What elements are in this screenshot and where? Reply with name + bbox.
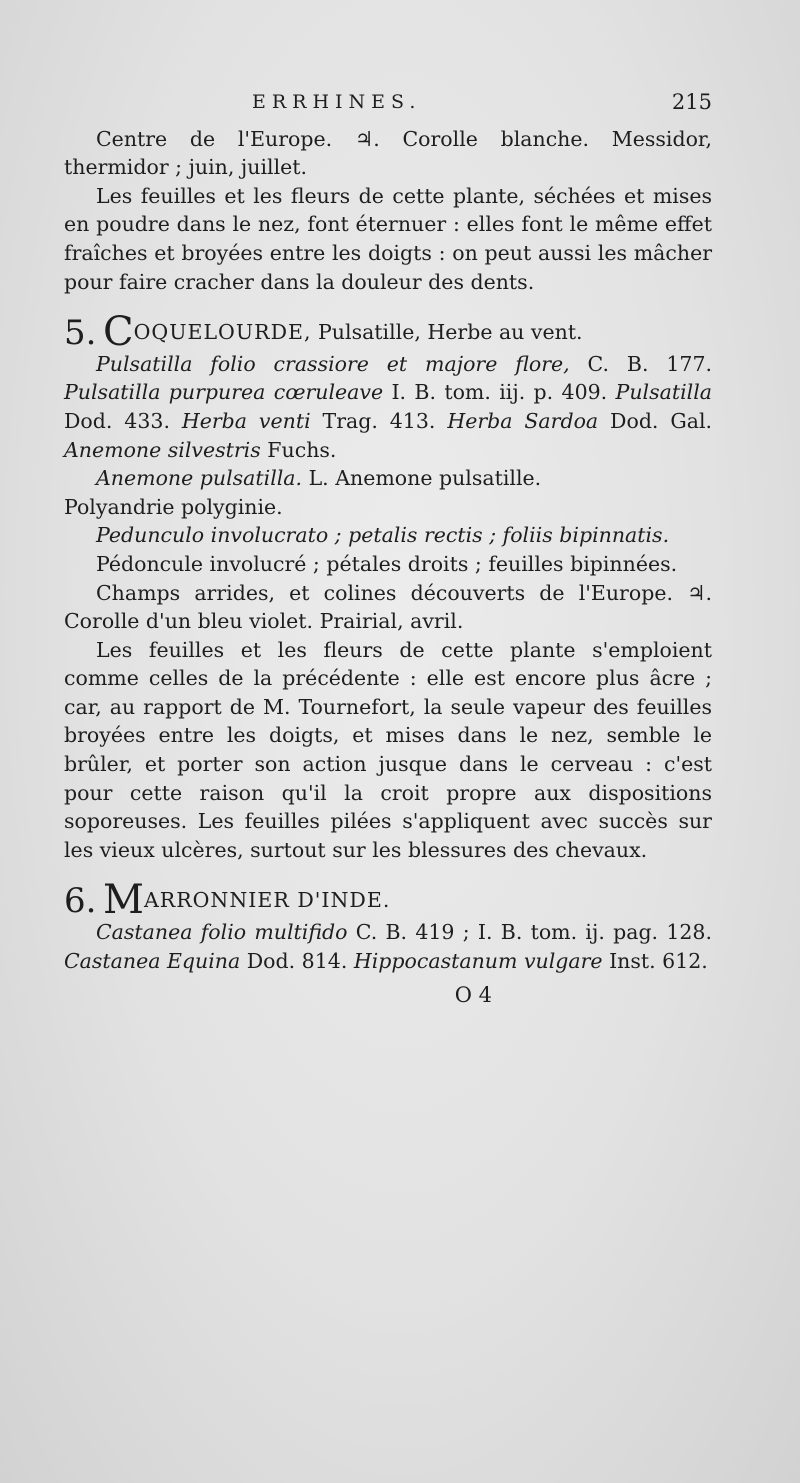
- synonym-latin: Anemone silvestris: [64, 437, 261, 462]
- entry-6-synonyms: [64, 918, 712, 975]
- synonym-ref: Trag. 413.: [310, 408, 436, 433]
- entry-5: [64, 309, 713, 864]
- synonym-latin: Herba venti: [181, 408, 311, 433]
- synonym-ref: Dod. 814.: [240, 948, 348, 973]
- entry-5-latin-description: Pedunculo involucrato ; petalis rectis ; foliis bipinnatis.: [96, 523, 670, 548]
- running-title: ERRHINES.: [252, 91, 422, 113]
- entry-5-habitat: Champs arrides, et colines découverts de l'Europe. ♃. Corolle d'un bleu violet. Prairial, avril.: [64, 580, 712, 634]
- synonym-latin: Pulsatilla folio crassiore et majore flore,: [96, 351, 570, 376]
- linnaean-name: Anemone pulsatilla.: [96, 466, 303, 491]
- entry-6-dropcap: M: [102, 877, 144, 924]
- synonym-ref: Inst. 612.: [602, 948, 708, 973]
- synonym-latin: Pulsatilla purpurea cœruleave: [64, 380, 384, 405]
- page-text: [64, 88, 712, 1010]
- synonym-latin: Castanea Equina: [64, 948, 241, 973]
- signature-mark: O 4: [454, 983, 492, 1008]
- synonym-ref: C. B. 177.: [569, 351, 713, 376]
- entry-6-number: 6.: [64, 881, 97, 922]
- intro-line: Centre de l'Europe. ♃. Corolle blanche. Messidor, thermidor ; juin, juillet.: [64, 126, 712, 180]
- synonym-ref: Dod. Gal.: [598, 408, 713, 433]
- intro-paragraph: Les feuilles et les fleurs de cette plante, séchées et mises en poudre dans le nez, font éternuer : elles font le même effet fraîches et broyées entre les doigts : on peut aussi les mâcher pour faire cracher dans la douleur des dents.: [64, 183, 712, 294]
- synonym-ref: Fuchs.: [260, 437, 337, 462]
- entry-5-heading: [64, 309, 712, 356]
- entry-5-linnaean: [64, 464, 712, 493]
- entry-6: [64, 877, 712, 975]
- entry-5-french-description: Pédoncule involucré ; pétales droits ; feuilles bipinnées.: [96, 551, 678, 576]
- linnaean-ref: L. Anemone pulsatille.: [302, 466, 542, 491]
- entry-5-number: 5.: [64, 313, 97, 354]
- synonym-ref: I. B. tom. iij. p. 409.: [383, 380, 608, 405]
- page-number: 215: [671, 90, 712, 114]
- synonym-ref: C. B. 419 ; I. B. tom. ij. pag. 128.: [347, 920, 712, 945]
- entry-5-common-names: Pulsatille, Herbe au vent.: [311, 320, 583, 345]
- entry-6-name: ARRONNIER D'INDE.: [143, 888, 391, 913]
- entry-5-name: OQUELOURDE,: [133, 320, 312, 345]
- page-header: [64, 88, 712, 117]
- entry-5-class: Polyandrie polyginie.: [64, 494, 283, 519]
- synonym-ref: Dod. 433.: [64, 408, 170, 433]
- entry-5-synonyms: [64, 350, 712, 464]
- entry-5-usage: Les feuilles et les fleurs de cette plante s'emploient comme celles de la précédente : elle est encore plus âcre ; car, au rapport de M. Tournefort, la seule vapeur des feuilles broyées entre les doigts, et mises dans le nez, semble le brûler, et porter son action jusque dans le cerveau : c'est pour cette raison qu'il la croit propre aux dispositions soporeuses. Les feuilles pilées s'appliquent avec succès sur les vieux ulcères, surtout sur les blessures des chevaux.: [64, 637, 712, 862]
- synonym-latin: Castanea folio multifido: [96, 920, 348, 945]
- entry-6-heading: [64, 877, 712, 924]
- entry-5-dropcap: C: [102, 309, 134, 356]
- synonym-latin: Hippocastanum vulgare: [353, 948, 603, 973]
- synonym-latin: Herba Sardoa: [447, 408, 599, 433]
- synonym-latin: Pulsatilla: [615, 380, 712, 405]
